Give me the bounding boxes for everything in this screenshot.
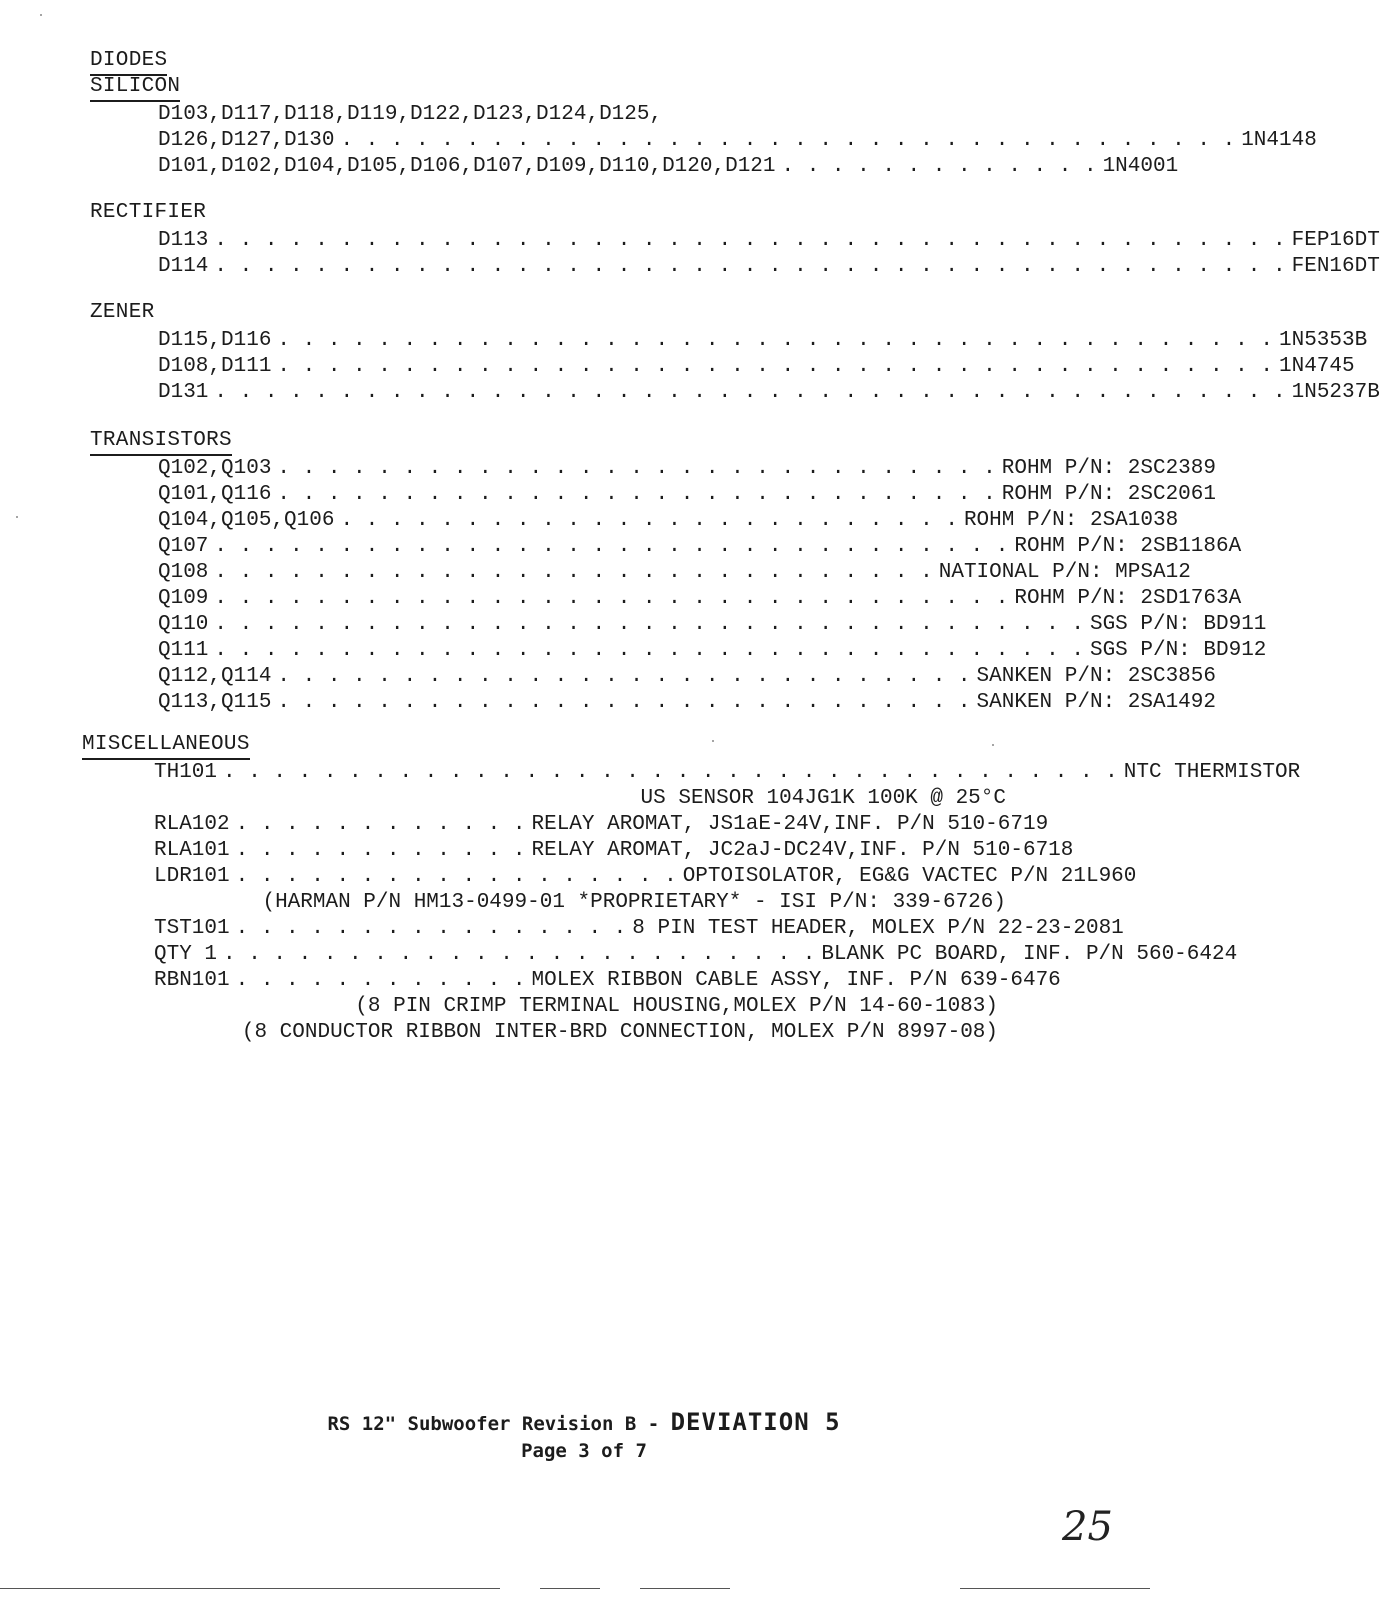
part-ref: Q108 [158, 561, 209, 584]
part-value: ROHM P/N: 2SC2061 [1001, 483, 1216, 506]
dot-leader: . . . . . . . . . . . . . . . . . . . . . . . . . . . . . [214, 561, 933, 584]
misc-row-rla102 [154, 812, 1049, 838]
misc-row-ldr101 [154, 864, 1137, 890]
transistor-row [158, 690, 1216, 716]
scan-rule [0, 1588, 500, 1589]
part-value: FEP16DT [1291, 229, 1380, 252]
part-value: ROHM P/N: 2SA1038 [963, 509, 1179, 532]
misc-row-rla101 [154, 838, 1074, 864]
dot-leader: . . . . . . . . . . . . . . . . . . . . . . . . . . . . . . . . . . . . . . . . . . . [214, 381, 1286, 404]
silicon-row-1: D103,D117,D118,D119,D122,D123,D124,D125, [158, 103, 663, 126]
dot-leader: . . . . . . . . . . . . . [781, 155, 1097, 178]
dot-leader: . . . . . . . . . . . . . . . . . . . . . . . . . . . . . . . . . . . . . . . . . . . [214, 229, 1286, 252]
transistor-row [158, 456, 1216, 482]
dot-leader: . . . . . . . . . . . . . . . . . . . . . . . . . . . . . [277, 457, 996, 480]
dot-leader: . . . . . . . . . . . . . . . . . . . . . . . . . . . . . . . . . . . . . . . . . . . [214, 255, 1286, 278]
dot-leader: . . . . . . . . . . . . . . . . . . . . . . . . . . . . . . . . . . . [214, 639, 1084, 662]
transistor-row [158, 534, 1242, 560]
part-ref: D113 [158, 229, 209, 252]
part-ref: LDR101 [154, 865, 230, 888]
footer-title [0, 1408, 1168, 1436]
part-value: RELAY AROMAT, JC2aJ-DC24V,INF. P/N 510-6718 [531, 839, 1074, 862]
part-ref: Q111 [158, 639, 209, 662]
dot-leader: . . . . . . . . . . . . . . . . . . . . . . . . . . . . . . . . [214, 587, 1009, 610]
part-ref: RBN101 [154, 969, 230, 992]
section-heading-diodes: DIODES [90, 48, 167, 76]
part-ref: Q110 [158, 613, 209, 636]
scan-rule [640, 1588, 730, 1589]
misc-row-th101 [154, 760, 1301, 786]
part-value: SANKEN P/N: 2SA1492 [976, 691, 1216, 714]
dot-leader: . . . . . . . . . . . . . . . . . . . . . . . . [223, 943, 816, 966]
part-value: 1N5353B [1278, 329, 1368, 352]
part-value: 8 PIN TEST HEADER, MOLEX P/N 22-23-2081 [632, 917, 1124, 940]
scan-speck [40, 14, 42, 16]
part-value: SANKEN P/N: 2SC3856 [976, 665, 1216, 688]
part-value: ROHM P/N: 2SD1763A [1014, 587, 1242, 610]
handwritten-page-mark: 25 [1062, 1504, 1113, 1550]
part-value: 1N4745 [1278, 355, 1355, 378]
section-heading-silicon: SILICON [90, 74, 180, 102]
transistor-row [158, 560, 1191, 586]
part-ref: RLA102 [154, 813, 230, 836]
part-ref: D131 [158, 381, 209, 404]
part-ref: Q101,Q116 [158, 483, 272, 506]
footer-page-number: Page 3 of 7 [521, 1440, 647, 1462]
dot-leader: . . . . . . . . . . . . . . . . . . . . . . . . . . . . . . . . . . . . . . . . [277, 329, 1273, 352]
section-heading-misc: MISCELLANEOUS [82, 732, 250, 760]
misc-row-tst101 [154, 916, 1124, 942]
part-value: ROHM P/N: 2SC2389 [1001, 457, 1216, 480]
part-value: 1N4001 [1102, 155, 1179, 178]
misc-row-qty [154, 942, 1238, 968]
dot-leader: . . . . . . . . . . . . . . . . . . . . . . . . . [340, 509, 958, 532]
dot-leader: . . . . . . . . . . . . [235, 839, 526, 862]
scan-rule [960, 1588, 1150, 1589]
part-value: SGS P/N: BD911 [1089, 613, 1267, 636]
part-value: 1N4148 [1241, 129, 1317, 152]
dot-leader: . . . . . . . . . . . . . . . . . . . . . . . . . . . . [277, 691, 971, 714]
rectifier-row [158, 254, 1380, 280]
transistor-row [158, 638, 1267, 664]
misc-rbn101-detail-1: (8 PIN CRIMP TERMINAL HOUSING,MOLEX P/N 14-60-1083) [355, 995, 998, 1018]
part-ref: RLA101 [154, 839, 230, 862]
part-value: OPTOISOLATOR, EG&G VACTEC P/N 21L960 [682, 865, 1137, 888]
transistor-row [158, 482, 1216, 508]
part-ref: Q107 [158, 535, 209, 558]
part-value: MOLEX RIBBON CABLE ASSY, INF. P/N 639-6476 [531, 969, 1061, 992]
part-ref: D115,D116 [158, 329, 272, 352]
part-value: NTC THERMISTOR [1123, 761, 1301, 784]
part-ref: Q104,Q105,Q106 [158, 509, 335, 532]
part-value: FEN16DT [1291, 255, 1380, 278]
part-ref: Q113,Q115 [158, 691, 272, 714]
misc-th101-detail: US SENSOR 104JG1K 100K @ 25°C [640, 787, 1006, 810]
part-value: 1N5237B [1291, 381, 1380, 404]
scan-speck [712, 740, 714, 742]
part-ref: QTY 1 [154, 943, 218, 966]
part-value: ROHM P/N: 2SB1186A [1014, 535, 1242, 558]
part-ref: Q102,Q103 [158, 457, 272, 480]
part-ref: TST101 [154, 917, 230, 940]
dot-leader: . . . . . . . . . . . . . . . . . . . . . . . . . . . . . . . . . . . . [340, 129, 1236, 152]
part-ref: D114 [158, 255, 209, 278]
footer-deviation: DEVIATION 5 [670, 1408, 841, 1436]
part-ref: D126,D127,D130 [158, 129, 335, 152]
part-value: NATIONAL P/N: MPSA12 [938, 561, 1191, 584]
transistor-row [158, 586, 1242, 612]
part-ref: Q112,Q114 [158, 665, 272, 688]
part-ref: Q109 [158, 587, 209, 610]
part-ref: TH101 [154, 761, 218, 784]
part-value: SGS P/N: BD912 [1089, 639, 1267, 662]
dot-leader: . . . . . . . . . . . . . . . . . . . . . . . . . . . . . [277, 483, 996, 506]
dot-leader: . . . . . . . . . . . . . . . . . . [235, 865, 677, 888]
dot-leader: . . . . . . . . . . . . . . . . . . . . . . . . . . . . [277, 665, 971, 688]
section-heading-transistors: TRANSISTORS [90, 428, 232, 456]
misc-rbn101-detail-2: (8 CONDUCTOR RIBBON INTER-BRD CONNECTION, MOLEX P/N 8997-08) [241, 1021, 998, 1044]
dot-leader: . . . . . . . . . . . . . . . . . . . . . . . . . . . . . . . . [214, 535, 1009, 558]
footer-title-main: RS 12" Subwoofer Revision B - [327, 1413, 671, 1435]
zener-row [158, 354, 1355, 380]
transistor-row [158, 664, 1216, 690]
dot-leader: . . . . . . . . . . . . . . . . . . . . . . . . . . . . . . . . . . . . [223, 761, 1118, 784]
dot-leader: . . . . . . . . . . . . . . . . . . . . . . . . . . . . . . . . . . . [214, 613, 1084, 636]
part-value: BLANK PC BOARD, INF. P/N 560-6424 [821, 943, 1238, 966]
misc-row-rbn101 [154, 968, 1061, 994]
silicon-row-3 [158, 154, 1179, 180]
misc-ldr101-detail: (HARMAN P/N HM13-0499-01 *PROPRIETARY* - ISI P/N: 339-6726) [262, 891, 1006, 914]
part-ref: D108,D111 [158, 355, 272, 378]
scan-speck [16, 516, 18, 518]
transistor-row [158, 508, 1179, 534]
dot-leader: . . . . . . . . . . . . [235, 969, 526, 992]
zener-row [158, 328, 1368, 354]
scan-rule [540, 1588, 600, 1589]
transistor-row [158, 612, 1267, 638]
dot-leader: . . . . . . . . . . . . . . . . [235, 917, 627, 940]
part-value: RELAY AROMAT, JS1aE-24V,INF. P/N 510-6719 [531, 813, 1049, 836]
dot-leader: . . . . . . . . . . . . . . . . . . . . . . . . . . . . . . . . . . . . . . . . [277, 355, 1273, 378]
dot-leader: . . . . . . . . . . . . [235, 813, 526, 836]
part-ref: D101,D102,D104,D105,D106,D107,D109,D110,D120,D121 [158, 155, 776, 178]
zener-row [158, 380, 1380, 406]
section-heading-rectifier: RECTIFIER [90, 201, 207, 224]
silicon-row-2 [158, 128, 1317, 154]
section-heading-zener: ZENER [90, 301, 155, 324]
rectifier-row [158, 228, 1380, 254]
scan-speck [992, 744, 994, 746]
